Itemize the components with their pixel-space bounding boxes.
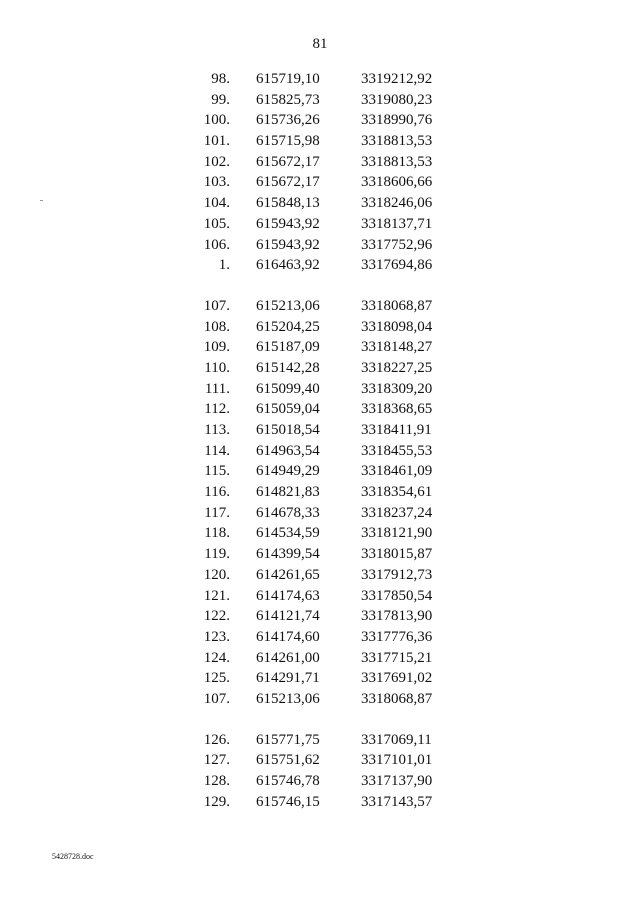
table-row <box>196 771 466 792</box>
x-coordinate: 615715,98 <box>256 133 320 150</box>
table-row <box>196 792 466 813</box>
x-coordinate: 615943,92 <box>256 215 320 232</box>
x-coordinate: 614174,63 <box>256 587 320 604</box>
y-coordinate: 3318990,76 <box>361 112 433 129</box>
x-coordinate: 614678,33 <box>256 504 320 521</box>
point-number: 100. <box>203 112 230 129</box>
coordinate-group <box>196 296 466 710</box>
point-number: 107. <box>203 297 230 314</box>
table-row <box>196 235 466 256</box>
y-coordinate: 3317143,57 <box>361 793 433 810</box>
y-coordinate: 3318606,66 <box>361 174 433 191</box>
y-coordinate: 3317776,36 <box>361 628 433 645</box>
y-coordinate: 3318813,53 <box>361 153 433 170</box>
point-number: 124. <box>203 649 230 666</box>
point-number: 108. <box>203 318 230 335</box>
table-row <box>196 648 466 669</box>
table-row <box>196 586 466 607</box>
x-coordinate: 615213,06 <box>256 297 320 314</box>
x-coordinate: 615059,04 <box>256 401 320 418</box>
table-row <box>196 441 466 462</box>
x-coordinate: 615672,17 <box>256 153 320 170</box>
x-coordinate: 615943,92 <box>256 236 320 253</box>
point-number: 116. <box>204 484 230 501</box>
y-coordinate: 3319080,23 <box>361 91 433 108</box>
x-coordinate: 614261,65 <box>256 566 320 583</box>
y-coordinate: 3318137,71 <box>361 215 433 232</box>
x-coordinate: 615099,40 <box>256 380 320 397</box>
point-number: 129. <box>203 793 230 810</box>
y-coordinate: 3317813,90 <box>361 608 433 625</box>
table-row <box>196 482 466 503</box>
y-coordinate: 3317691,02 <box>361 670 433 687</box>
y-coordinate: 3317069,11 <box>361 731 432 748</box>
y-coordinate: 3318227,25 <box>361 359 433 376</box>
point-number: 110. <box>204 359 230 376</box>
y-coordinate: 3317137,90 <box>361 773 433 789</box>
table-row <box>196 358 466 379</box>
table-row <box>196 131 466 152</box>
y-coordinate: 3318368,65 <box>361 401 433 418</box>
y-coordinate: 3318455,53 <box>361 442 433 459</box>
x-coordinate: 615142,28 <box>256 359 320 376</box>
y-coordinate: 3318246,06 <box>361 195 433 212</box>
x-coordinate: 614949,29 <box>256 463 320 480</box>
y-coordinate: 3318121,90 <box>361 525 433 542</box>
point-number: 112. <box>204 401 230 418</box>
x-coordinate: 615825,73 <box>256 91 320 108</box>
x-coordinate: 614261,00 <box>256 649 320 666</box>
page-number: 81 <box>312 36 328 52</box>
point-number: 117. <box>204 504 230 521</box>
point-number: 125. <box>203 670 230 687</box>
point-number: 122. <box>203 608 230 625</box>
point-number: 104. <box>203 195 230 212</box>
y-coordinate: 3318461,09 <box>361 463 433 480</box>
point-number: 128. <box>203 773 230 789</box>
point-number: 115. <box>204 463 230 480</box>
y-coordinate: 3318354,61 <box>361 484 433 501</box>
y-coordinate: 3317850,54 <box>361 587 433 604</box>
x-coordinate: 614821,83 <box>256 484 320 501</box>
point-number: 119. <box>204 546 230 563</box>
y-coordinate: 3318068,87 <box>361 690 433 707</box>
table-row <box>196 296 466 317</box>
table-row <box>196 255 466 276</box>
coordinates-table <box>196 69 466 832</box>
x-coordinate: 615736,26 <box>256 112 320 129</box>
y-coordinate: 3317752,96 <box>361 236 433 253</box>
y-coordinate: 3318015,87 <box>361 546 433 563</box>
x-coordinate: 615204,25 <box>256 318 320 335</box>
table-row <box>196 110 466 131</box>
x-coordinate: 615213,06 <box>256 690 320 707</box>
x-coordinate: 615672,17 <box>256 174 320 191</box>
table-row <box>196 565 466 586</box>
table-row <box>196 69 466 90</box>
point-number: 114. <box>204 442 230 459</box>
y-coordinate: 3318411,91 <box>361 422 432 438</box>
y-coordinate: 3317715,21 <box>361 649 433 666</box>
point-number: 103. <box>203 174 230 191</box>
y-coordinate: 3318148,27 <box>361 339 433 356</box>
table-row <box>196 503 466 524</box>
x-coordinate: 615771,75 <box>256 731 320 748</box>
table-row <box>196 523 466 544</box>
table-row <box>196 172 466 193</box>
y-coordinate: 3317101,01 <box>361 752 433 769</box>
point-number: 121. <box>203 587 230 604</box>
x-coordinate: 615746,15 <box>256 793 320 810</box>
table-row <box>196 750 466 771</box>
y-coordinate: 3318309,20 <box>361 380 433 397</box>
table-row <box>196 337 466 358</box>
x-coordinate: 616463,92 <box>256 257 320 274</box>
x-coordinate: 614534,59 <box>256 525 320 542</box>
y-coordinate: 3318098,04 <box>361 318 433 335</box>
point-number: 105. <box>203 215 230 232</box>
x-coordinate: 615848,13 <box>256 195 320 212</box>
table-row <box>196 689 466 710</box>
table-row <box>196 193 466 214</box>
point-number: 106. <box>203 236 230 253</box>
y-coordinate: 3317694,86 <box>361 257 433 274</box>
table-row <box>196 399 466 420</box>
x-coordinate: 614963,54 <box>256 442 320 459</box>
coordinate-group <box>196 730 466 813</box>
y-coordinate: 3317912,73 <box>361 566 433 583</box>
point-number: 113. <box>204 422 230 438</box>
table-row <box>196 379 466 400</box>
point-number: 118. <box>204 525 230 542</box>
point-number: 123. <box>203 628 230 645</box>
x-coordinate: 614121,74 <box>256 608 320 625</box>
table-row <box>196 90 466 111</box>
point-number: 99. <box>211 91 230 108</box>
table-row <box>196 730 466 751</box>
y-coordinate: 3318813,53 <box>361 133 433 150</box>
table-row <box>196 152 466 173</box>
x-coordinate: 614399,54 <box>256 546 320 563</box>
table-row <box>196 317 466 338</box>
y-coordinate: 3318237,24 <box>361 504 433 521</box>
x-coordinate: 615187,09 <box>256 339 320 356</box>
table-row <box>196 668 466 689</box>
point-number: 102. <box>203 153 230 170</box>
point-number: 107. <box>203 690 230 707</box>
x-coordinate: 615746,78 <box>256 773 320 789</box>
table-row <box>196 606 466 627</box>
x-coordinate: 614174,60 <box>256 628 320 645</box>
x-coordinate: 614291,71 <box>256 670 320 687</box>
coordinate-group <box>196 69 466 276</box>
point-number: 101. <box>203 133 230 150</box>
point-number: 127. <box>203 752 230 769</box>
x-coordinate: 615751,62 <box>256 752 320 769</box>
point-number: 111. <box>204 380 230 397</box>
table-row <box>196 461 466 482</box>
footer-filename: 5428728.doc <box>52 852 94 861</box>
table-row <box>196 627 466 648</box>
x-coordinate: 615719,10 <box>256 71 320 87</box>
y-coordinate: 3318068,87 <box>361 297 433 314</box>
point-number: 126. <box>203 731 230 748</box>
scan-artifact-mark <box>40 200 43 201</box>
y-coordinate: 3319212,92 <box>361 71 433 87</box>
point-number: 109. <box>203 339 230 356</box>
table-row <box>196 420 466 441</box>
table-row <box>196 214 466 235</box>
table-row <box>196 544 466 565</box>
x-coordinate: 615018,54 <box>256 422 320 438</box>
point-number: 1. <box>218 257 230 274</box>
point-number: 120. <box>203 566 230 583</box>
point-number: 98. <box>211 71 230 87</box>
